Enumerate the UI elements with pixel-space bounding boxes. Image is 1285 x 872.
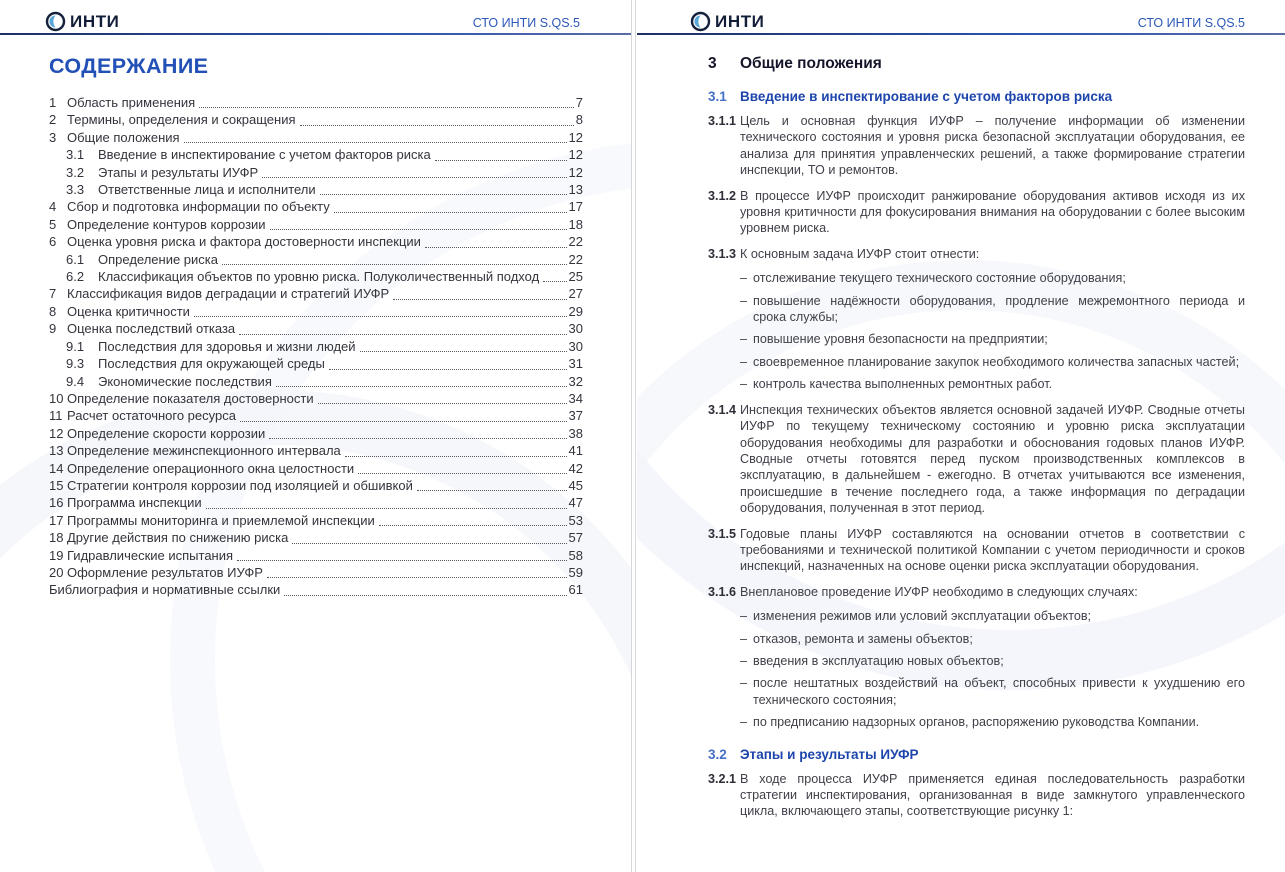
bullet-text: изменения режимов или условий эксплуатации объектов; bbox=[753, 609, 1092, 624]
page-right bbox=[637, 0, 1285, 872]
bullet-text: повышение уровня безопасности на предприятии; bbox=[753, 332, 1048, 347]
bullet-list bbox=[740, 270, 1245, 392]
bullet-text: отслеживание текущего технического состояние оборудования; bbox=[753, 271, 1126, 286]
toc-entry-label: Оформление результатов ИУФР bbox=[67, 564, 263, 580]
toc-entry-number: 9.1 bbox=[66, 338, 85, 354]
toc-entry-label: Сбор и подготовка информации по объекту bbox=[67, 199, 330, 215]
dash-bullet-icon: – bbox=[740, 332, 748, 347]
toc-page-number: 30 bbox=[568, 338, 583, 354]
toc-entry-label: Экономические последствия bbox=[98, 373, 272, 389]
clause-number: 3.1.5 bbox=[708, 526, 737, 541]
toc-page-number: 38 bbox=[568, 425, 583, 441]
toc-entry-label: Определение операционного окна целостности bbox=[67, 460, 355, 476]
toc-entry-label: Ответственные лица и исполнители bbox=[98, 182, 316, 198]
toc-leader-dots bbox=[284, 595, 566, 596]
toc-entry-label: Определение межинспекционного интервала bbox=[67, 443, 341, 459]
toc-entry-label: Гидравлические испытания bbox=[67, 547, 234, 563]
dash-bullet-icon: – bbox=[740, 631, 748, 646]
toc-entry-label: Библиография и нормативные ссылки bbox=[49, 582, 281, 598]
clause-paragraph bbox=[708, 188, 1245, 237]
toc-entry-number: 9 bbox=[49, 321, 57, 337]
toc-page-number: 12 bbox=[568, 147, 583, 163]
clause-text: В процессе ИУФР происходит ранжирование оборудования активов исходя из их уровня критичности для фокусирования внимания на оборудовании с более высоким уровнем риска. bbox=[740, 188, 1245, 236]
toc-entry-label: Программа инспекции bbox=[67, 495, 202, 511]
toc-entry[interactable] bbox=[49, 233, 583, 250]
dash-bullet-icon: – bbox=[740, 609, 748, 624]
toc-entry[interactable] bbox=[49, 198, 583, 215]
bullet-text: своевременное планирование закупок необходимого количества запасных частей; bbox=[753, 354, 1240, 369]
toc-entry[interactable] bbox=[49, 216, 583, 233]
toc-entry-number: 18 bbox=[49, 530, 64, 546]
toc-entry[interactable] bbox=[49, 494, 583, 511]
toc-page-number: 8 bbox=[575, 112, 583, 128]
toc-entry[interactable] bbox=[49, 251, 583, 268]
bullet-text: после нештатных воздействий на объект, способных привести к ухудшению его технического состояния; bbox=[753, 676, 1245, 707]
toc-entry-number: 17 bbox=[49, 512, 64, 528]
brand-name: ИНТИ bbox=[715, 11, 765, 31]
toc-entry-number: 19 bbox=[49, 547, 64, 563]
toc-entry-label: Общие положения bbox=[67, 129, 180, 145]
toc-leader-dots bbox=[334, 212, 567, 213]
toc-entry[interactable] bbox=[49, 164, 583, 181]
toc-entry-number: 7 bbox=[49, 286, 57, 302]
brand-name: ИНТИ bbox=[70, 11, 120, 31]
toc-entry-number: 3.1 bbox=[66, 147, 85, 163]
toc-entry[interactable] bbox=[49, 425, 583, 442]
toc-page-number: 12 bbox=[568, 129, 583, 145]
toc-leader-dots bbox=[240, 421, 567, 422]
toc-leader-dots bbox=[194, 316, 567, 317]
toc-leader-dots bbox=[320, 194, 567, 195]
dash-bullet-icon: – bbox=[740, 676, 748, 691]
brand-logo bbox=[45, 11, 120, 32]
doc-code: СТО ИНТИ S.QS.5 bbox=[1137, 16, 1245, 30]
toc-entry[interactable] bbox=[49, 355, 583, 372]
toc-entry-number: 6.1 bbox=[66, 251, 85, 267]
toc-leader-dots bbox=[237, 560, 567, 561]
toc-entry-number: 10 bbox=[49, 390, 64, 406]
dash-bullet-icon: – bbox=[740, 715, 748, 730]
bullet-item bbox=[740, 653, 1245, 669]
toc-page-number: 34 bbox=[568, 390, 583, 406]
inti-drop-icon bbox=[690, 11, 711, 32]
toc-title: СОДЕРЖАНИЕ bbox=[49, 54, 209, 78]
toc-page-number: 22 bbox=[568, 234, 583, 250]
dash-bullet-icon: – bbox=[740, 271, 748, 286]
bullet-item bbox=[740, 354, 1245, 370]
section-body bbox=[708, 89, 1245, 820]
clause-paragraph bbox=[708, 113, 1245, 179]
toc-page-number: 58 bbox=[568, 547, 583, 563]
clause-paragraph bbox=[708, 771, 1245, 820]
toc-page-number: 59 bbox=[568, 564, 583, 580]
page-left bbox=[0, 0, 631, 872]
toc-page-number: 53 bbox=[568, 512, 583, 528]
bullet-item bbox=[740, 631, 1245, 647]
toc-entry[interactable] bbox=[49, 320, 583, 337]
toc-entry[interactable] bbox=[49, 390, 583, 407]
toc-entry-label: Расчет остаточного ресурса bbox=[67, 408, 236, 424]
toc-entry-label: Определение скорости коррозии bbox=[67, 425, 266, 441]
clause-text: Годовые планы ИУФР составляются на основании отчетов в соответствии с требованиями и технической политикой Компании с учетом периодичности и сроков инспекций, назначенных на основе оценки риска эксплуатации оборудования. bbox=[740, 526, 1245, 574]
toc-entry-number: 5 bbox=[49, 216, 57, 232]
bullet-text: по предписанию надзорных органов, распоряжению руководства Компании. bbox=[753, 715, 1200, 730]
toc-leader-dots bbox=[345, 456, 567, 457]
toc-page-number: 12 bbox=[568, 164, 583, 180]
clause-number: 3.1.6 bbox=[708, 584, 737, 599]
toc-entry[interactable] bbox=[49, 547, 583, 564]
toc-entry-label: Определение контуров коррозии bbox=[67, 216, 266, 232]
toc-leader-dots bbox=[425, 247, 567, 248]
toc-page-number: 47 bbox=[568, 495, 583, 511]
toc-page-number: 18 bbox=[568, 216, 583, 232]
toc-entry-number: 16 bbox=[49, 495, 64, 511]
toc-entry-number: 9.3 bbox=[66, 356, 85, 372]
toc-page-number: 17 bbox=[568, 199, 583, 215]
section-number: 3 bbox=[708, 55, 717, 72]
header-rule bbox=[0, 33, 631, 35]
toc-entry[interactable] bbox=[49, 477, 583, 494]
bullet-text: контроль качества выполненных ремонтных работ. bbox=[753, 377, 1053, 392]
toc-entry-number: 3.2 bbox=[66, 164, 85, 180]
toc-leader-dots bbox=[199, 107, 574, 108]
bullet-item bbox=[740, 270, 1245, 286]
bullet-item bbox=[740, 608, 1245, 624]
bullet-text: введения в эксплуатацию новых объектов; bbox=[753, 653, 1004, 668]
toc-leader-dots bbox=[267, 577, 567, 578]
toc-entry-number: 8 bbox=[49, 303, 57, 319]
toc-entry-label: Введение в инспектирование с учетом факторов риска bbox=[98, 147, 431, 163]
toc-leader-dots bbox=[543, 281, 566, 282]
subsection-heading bbox=[708, 747, 1245, 762]
clause-text: Цель и основная функция ИУФР – получение информации об изменении технического состояния и уровня риска безопасной эксплуатации оборудования, ее анализа для принятия управленческих решений, а также формирование стратегии инспекции, ТО и ремонтов. bbox=[740, 114, 1245, 178]
toc-leader-dots bbox=[276, 386, 567, 387]
toc-entry[interactable] bbox=[49, 338, 583, 355]
toc-entry-number: 11 bbox=[49, 408, 63, 424]
inti-drop-icon bbox=[45, 11, 66, 32]
toc-leader-dots bbox=[417, 490, 567, 491]
toc-entry[interactable] bbox=[49, 94, 583, 111]
toc-leader-dots bbox=[184, 142, 567, 143]
bullet-list bbox=[740, 608, 1245, 730]
toc-list bbox=[49, 94, 583, 599]
toc-entry-label: Стратегии контроля коррозии под изоляцией и обшивкой bbox=[67, 477, 413, 493]
toc-entry-number: 14 bbox=[49, 460, 64, 476]
toc-page-number: 61 bbox=[568, 582, 583, 598]
page-header bbox=[637, 0, 1285, 32]
toc-leader-dots bbox=[269, 438, 566, 439]
toc-entry[interactable] bbox=[49, 303, 583, 320]
clause-paragraph bbox=[708, 526, 1245, 575]
toc-leader-dots bbox=[318, 403, 567, 404]
toc-entry[interactable] bbox=[49, 460, 583, 477]
toc-page-number: 29 bbox=[568, 303, 583, 319]
toc-entry-label: Этапы и результаты ИУФР bbox=[98, 164, 259, 180]
bullet-item bbox=[740, 714, 1245, 730]
toc-entry-label: Классификация объектов по уровню риска. Полуколичественный подход bbox=[98, 269, 540, 285]
toc-entry[interactable] bbox=[49, 373, 583, 390]
subsection-number: 3.1 bbox=[708, 89, 727, 104]
toc-leader-dots bbox=[239, 334, 566, 335]
toc-leader-dots bbox=[358, 473, 566, 474]
toc-leader-dots bbox=[435, 160, 567, 161]
clause-paragraph bbox=[708, 584, 1245, 600]
toc-page-body bbox=[0, 54, 631, 599]
toc-entry[interactable] bbox=[49, 581, 583, 598]
toc-page-number: 13 bbox=[568, 182, 583, 198]
bullet-text: повышение надёжности оборудования, продление межремонтного периода и срока службы; bbox=[753, 293, 1245, 325]
toc-entry-label: Оценка уровня риска и фактора достоверности инспекции bbox=[67, 234, 421, 250]
toc-leader-dots bbox=[206, 508, 567, 509]
toc-entry-number: 3.3 bbox=[66, 182, 85, 198]
dash-bullet-icon: – bbox=[740, 653, 748, 668]
toc-entry-number: 13 bbox=[49, 443, 64, 459]
toc-leader-dots bbox=[292, 543, 566, 544]
toc-entry-number: 9.4 bbox=[66, 373, 85, 389]
toc-leader-dots bbox=[270, 229, 567, 230]
toc-entry[interactable] bbox=[49, 407, 583, 424]
dash-bullet-icon: – bbox=[740, 293, 748, 308]
toc-page-number: 41 bbox=[568, 443, 583, 459]
toc-entry[interactable] bbox=[49, 442, 583, 459]
toc-leader-dots bbox=[262, 177, 566, 178]
toc-page-number: 57 bbox=[568, 530, 583, 546]
brand-logo bbox=[690, 11, 765, 32]
subsection-title: Этапы и результаты ИУФР bbox=[740, 746, 919, 762]
toc-leader-dots bbox=[222, 264, 567, 265]
toc-entry-label: Программы мониторинга и приемлемой инспекции bbox=[67, 512, 375, 528]
toc-page-number: 22 bbox=[568, 251, 583, 267]
toc-entry-label: Последствия для здоровья и жизни людей bbox=[98, 338, 356, 354]
toc-entry[interactable] bbox=[49, 268, 583, 285]
toc-entry-label: Последствия для окружающей среды bbox=[98, 356, 325, 372]
page-header bbox=[0, 0, 631, 32]
clause-text: Инспекция технических объектов является основной задачей ИУФР. Сводные отчеты ИУФР по текущему техническому состоянию и уровню риска эксплуатации оборудования необходимы для разработки и обоснования годовых планов ИУФР. Сводные отчеты готовятся перед пуском производственных комплексов в эксплуатацию, в дальнейшем - ежегодно. В отчетах учитываются все изменения, происшедшие в течение последнего года, а также информация по деградации оборудования, полученная в этот период. bbox=[740, 402, 1245, 516]
section-title: Общие положения bbox=[740, 55, 882, 72]
toc-page-number: 7 bbox=[575, 95, 583, 110]
toc-page-number: 30 bbox=[568, 321, 583, 337]
toc-entry-number: 12 bbox=[49, 425, 64, 441]
toc-entry[interactable] bbox=[49, 111, 583, 128]
toc-page-number: 32 bbox=[568, 373, 583, 389]
toc-entry-label: Определение показателя достоверности bbox=[67, 390, 314, 406]
toc-leader-dots bbox=[393, 299, 566, 300]
toc-leader-dots bbox=[329, 369, 567, 370]
clause-text: В ходе процесса ИУФР применяется единая последовательность разработки стратегии инспектирования, организованная в виде замкнутого управленческого цикла, включающего этапы, соответствующие рисунку 1: bbox=[740, 771, 1245, 819]
doc-code: СТО ИНТИ S.QS.5 bbox=[472, 16, 580, 30]
toc-entry[interactable] bbox=[49, 285, 583, 302]
toc-leader-dots bbox=[300, 125, 574, 126]
clause-number: 3.1.3 bbox=[708, 246, 737, 261]
toc-entry-label: Термины, определения и сокращения bbox=[67, 112, 296, 128]
clause-number: 3.1.4 bbox=[708, 402, 737, 417]
toc-entry[interactable] bbox=[49, 529, 583, 546]
toc-page-number: 37 bbox=[568, 408, 583, 424]
toc-entry-number: 3 bbox=[49, 129, 57, 145]
subsection-number: 3.2 bbox=[708, 746, 727, 762]
toc-leader-dots bbox=[379, 525, 567, 526]
toc-entry-number: 6.2 bbox=[66, 269, 85, 285]
toc-entry[interactable] bbox=[49, 146, 583, 163]
header-rule bbox=[637, 33, 1285, 35]
toc-entry[interactable] bbox=[49, 564, 583, 581]
clause-number: 3.1.2 bbox=[708, 188, 737, 203]
toc-entry-label: Оценка последствий отказа bbox=[67, 321, 236, 337]
toc-leader-dots bbox=[360, 351, 567, 352]
toc-entry[interactable] bbox=[49, 129, 583, 146]
subsection-heading bbox=[708, 89, 1245, 104]
toc-page-number: 45 bbox=[568, 477, 583, 493]
toc-entry[interactable] bbox=[49, 512, 583, 529]
toc-entry-label: Оценка критичности bbox=[67, 303, 190, 319]
subsection-title: Введение в инспектирование с учетом факторов риска bbox=[740, 89, 1113, 104]
bullet-item bbox=[740, 331, 1245, 347]
toc-entry-number: 4 bbox=[49, 199, 57, 215]
toc-page-number: 27 bbox=[568, 286, 583, 302]
toc-entry-label: Другие действия по снижению риска bbox=[67, 530, 289, 546]
toc-entry-number: 2 bbox=[49, 112, 57, 128]
clause-number: 3.2.1 bbox=[708, 771, 737, 786]
toc-entry-number: 6 bbox=[49, 234, 57, 250]
clause-text: К основным задача ИУФР стоит отнести: bbox=[740, 246, 980, 261]
bullet-item bbox=[740, 376, 1245, 392]
bullet-item bbox=[740, 293, 1245, 326]
toc-entry-number: 1 bbox=[49, 95, 57, 110]
toc-entry-label: Область применения bbox=[67, 95, 196, 110]
section-heading bbox=[708, 55, 1245, 73]
toc-page-number: 42 bbox=[568, 460, 583, 476]
toc-page-number: 31 bbox=[568, 356, 583, 372]
bullet-item bbox=[740, 675, 1245, 708]
content-page-body bbox=[637, 55, 1285, 820]
toc-entry[interactable] bbox=[49, 181, 583, 198]
clause-paragraph bbox=[708, 246, 1245, 262]
toc-entry-label: Классификация видов деградации и стратегий ИУФР bbox=[67, 286, 390, 302]
toc-entry-number: 15 bbox=[49, 477, 64, 493]
toc-page-number: 25 bbox=[568, 269, 583, 285]
toc-entry-number: 20 bbox=[49, 564, 64, 580]
dash-bullet-icon: – bbox=[740, 354, 748, 369]
clause-text: Внеплановое проведение ИУФР необходимо в следующих случаях: bbox=[740, 584, 1138, 599]
bullet-text: отказов, ремонта и замены объектов; bbox=[753, 631, 973, 646]
clause-number: 3.1.1 bbox=[708, 114, 737, 128]
dash-bullet-icon: – bbox=[740, 377, 748, 392]
toc-entry-label: Определение риска bbox=[98, 251, 219, 267]
clause-paragraph bbox=[708, 402, 1245, 517]
